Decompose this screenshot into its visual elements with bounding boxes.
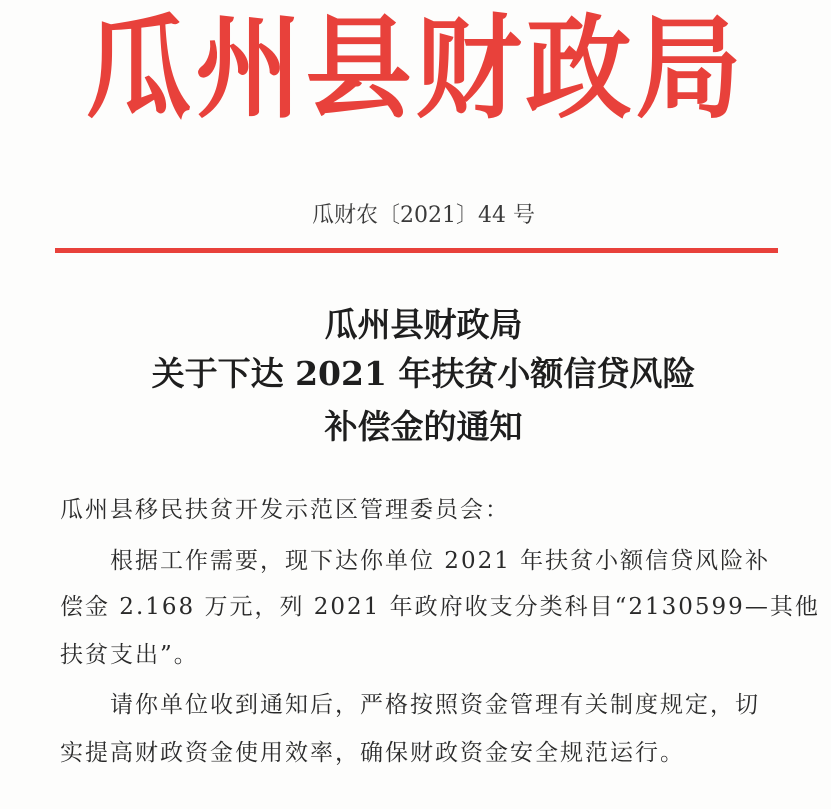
notice-title-line-3: 补偿金的通知 xyxy=(324,407,523,446)
paragraph-2-line-1: 请你单位收到通知后，严格按照资金管理有关制度规定，切 xyxy=(110,692,760,718)
paragraph-1-line-3: 扶贫支出”。 xyxy=(60,642,199,668)
notice-title-line-1: 瓜州县财政局 xyxy=(324,305,523,344)
paragraph-2-line-2: 实提高财政资金使用效率，确保财政资金安全规范运行。 xyxy=(60,740,685,766)
salutation: 瓜州县移民扶贫开发示范区管理委员会： xyxy=(60,497,510,523)
paragraph-1-line-2: 偿金 2.168 万元，列 2021 年政府收支分类科目“2130599—其他 xyxy=(60,594,820,620)
notice-title-line-2: 关于下达 2021 年扶贫小额信贷风险 xyxy=(151,354,696,393)
paragraph-1-line-1: 根据工作需要，现下达你单位 2021 年扶贫小额信贷风险补 xyxy=(110,548,771,574)
red-divider-rule xyxy=(55,248,778,253)
masthead-title: 瓜州县财政局 xyxy=(85,3,746,134)
document-number: 瓜财农〔2021〕44 号 xyxy=(312,203,535,228)
